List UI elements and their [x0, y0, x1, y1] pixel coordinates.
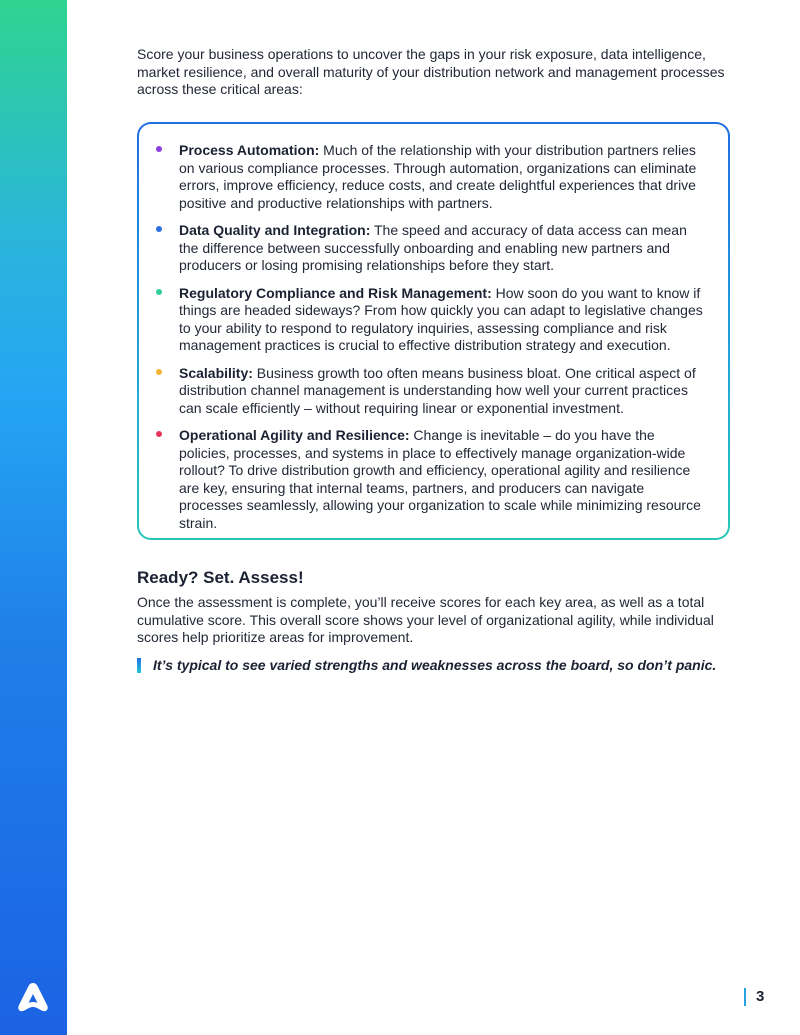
brand-logo-icon: [16, 980, 50, 1014]
list-item: [179, 222, 707, 275]
bullet-icon: [156, 431, 162, 437]
area-term: Scalability:: [179, 364, 253, 381]
bullet-icon: [156, 369, 162, 375]
callout: [137, 657, 727, 674]
section-body: Once the assessment is complete, you’ll receive scores for each key area, as well as a total cumulative score. This overall score shows your level of organizational agility, while individual scores help prioritize areas for improvement.: [137, 594, 714, 645]
section-heading: Ready? Set. Assess!: [137, 568, 304, 587]
area-text: How soon do you want to know if things are headed sideways? From how quickly you can adapt to legislative changes to your ability to respond to regulatory inquiries, assessing compliance and risk management practices is crucial to effective distribution strategy and execution.: [179, 284, 703, 353]
area-term: Process Automation:: [179, 142, 320, 158]
page-number: [744, 987, 764, 1007]
bullet-icon: [156, 146, 162, 152]
area-term: Regulatory Compliance and Risk Management:: [179, 284, 492, 301]
area-text: The speed and accuracy of data access can mean the difference between successfully onboarding and enabling new partners and producers or losing promising relationships before they start.: [179, 222, 687, 273]
list-item: [179, 142, 707, 212]
bullet-icon: [156, 226, 162, 232]
bullet-icon: [156, 289, 162, 295]
brand-sidebar: [0, 0, 67, 1035]
callout-text: It’s typical to see varied strengths and weaknesses across the board, so don’t panic.: [153, 657, 717, 673]
area-text: Much of the relationship with your distribution partners relies on various compliance processes. Through automation, organizations can eliminate errors, improve efficiency, reduce costs, and create delightful experiences that drive positive and productive relationships with partners.: [179, 142, 697, 211]
list-item: [179, 285, 707, 355]
intro-paragraph: Score your business operations to uncover the gaps in your risk exposure, data intelligence, market resilience, and overall maturity of your distribution network and management processes across these critical areas:: [137, 46, 725, 97]
page-number-bar: [744, 988, 746, 1006]
area-text: Change is inevitable – do you have the policies, processes, and systems in place to effectively manage organization-wide rollout? To drive distribution growth and efficiency, operational agility and resilience are key, ensuring that internal teams, partners, and producers can navigate processes seamlessly, allowing your organization to scale while minimizing resource strain.: [179, 427, 701, 531]
area-term: Data Quality and Integration:: [179, 222, 371, 238]
callout-bar: [137, 658, 141, 673]
list-item: [179, 365, 707, 418]
key-areas-list: [179, 142, 707, 542]
page-number-text: 3: [756, 988, 765, 1005]
area-term: Operational Agility and Resilience:: [179, 427, 410, 443]
intro-block: [137, 46, 737, 99]
list-item: [179, 427, 707, 532]
area-text: Business growth too often means business bloat. One critical aspect of distribution channel management is understanding how well your current practices can scale efficiently – without requiring linear or exponential investment.: [179, 364, 696, 416]
